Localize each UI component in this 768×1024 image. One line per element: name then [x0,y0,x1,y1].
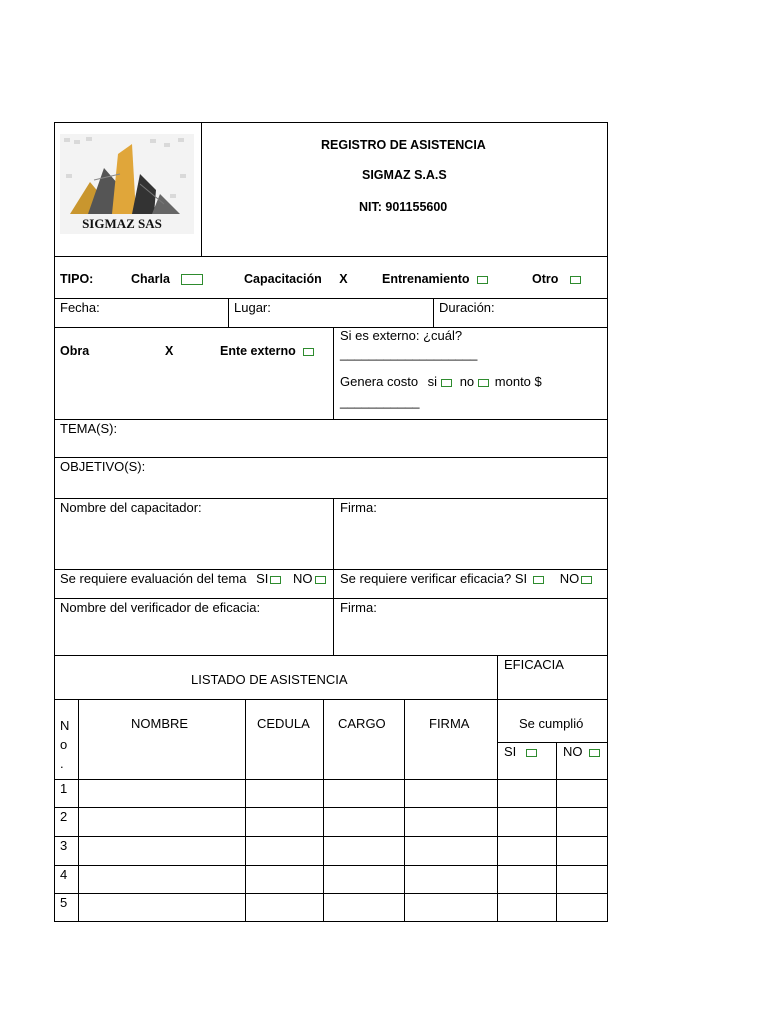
duracion-label: Duración: [439,300,495,315]
col-cargo: CARGO [338,716,386,731]
row-number: 5 [60,895,68,910]
ente-externo-label: Ente externo [220,344,296,358]
tipo-label: TIPO: [60,272,94,286]
eficacia-no-checkbox[interactable] [581,576,592,584]
tipo-charla-label: Charla [131,272,170,286]
costo-no-checkbox[interactable] [478,379,489,387]
externo-blank[interactable]: ___________________ [340,346,478,361]
temas-label: TEMA(S): [60,421,118,436]
se-cumplio-header: Se cumplió [519,716,584,731]
costo-si-label: si [427,374,438,389]
evaluacion-no-label: NO [293,571,313,586]
row-number: 3 [60,838,68,853]
eficacia-question [340,571,592,586]
row-number: 4 [60,867,68,882]
cumplio-no-label: NO [563,744,583,759]
evaluacion-label: Se requiere evaluación del tema [60,571,247,586]
listado-table [54,655,608,922]
eficacia-si-checkbox[interactable] [533,576,544,584]
logo-text: SIGMAZ SAS [82,216,162,231]
costo-si-checkbox[interactable] [441,379,452,387]
otro-checkbox[interactable] [570,276,581,284]
fecha-label: Fecha: [60,300,100,315]
verificador-label: Nombre del verificador de eficacia: [60,600,261,615]
evaluacion-si-checkbox[interactable] [270,576,281,584]
tipo-entrenamiento[interactable] [382,272,488,286]
tipo-otro-label: Otro [532,272,559,286]
row-number: 2 [60,809,68,824]
cumplio-si-label: SI [504,744,517,759]
obra-label: Obra [60,344,90,358]
lugar-label: Lugar: [234,300,271,315]
charla-checkbox[interactable] [181,274,203,285]
monto-blank[interactable]: ___________ [340,394,420,409]
tipo-entrenamiento-label: Entrenamiento [382,272,470,286]
col-nombre: NOMBRE [131,716,189,731]
costo-no-label: no [459,374,475,389]
genera-costo-label: Genera costo [340,374,419,389]
firma2-label: Firma: [340,600,377,615]
ente-externo[interactable] [220,344,314,358]
cumplio-no-checkbox[interactable] [589,749,600,757]
cumplio-no [563,744,600,759]
evaluacion-question [60,571,326,586]
capacitador-label: Nombre del capacitador: [60,500,202,515]
col-cedula: CEDULA [257,716,310,731]
cumplio-si [504,744,537,759]
evaluacion-si-label: SI [256,571,269,586]
genera-costo [340,374,542,389]
col-firma: FIRMA [429,716,470,731]
cumplio-si-checkbox[interactable] [526,749,537,757]
form-title: REGISTRO DE ASISTENCIA [321,138,486,152]
listado-title: LISTADO DE ASISTENCIA [191,672,348,687]
evaluacion-no-checkbox[interactable] [315,576,326,584]
capacitacion-mark: X [339,272,348,286]
ente-externo-checkbox[interactable] [303,348,314,356]
obra-mark: X [165,344,174,358]
monto-label: monto $ [494,374,542,389]
eficacia-no-label: NO [559,571,580,586]
firma-label: Firma: [340,500,377,515]
temas-row [54,419,608,458]
eficacia-header: EFICACIA [504,657,564,672]
row-number: 1 [60,781,68,796]
entrenamiento-checkbox[interactable] [477,276,488,284]
fecha-row [54,298,608,328]
col-no: N o . [60,718,70,771]
tipo-capacitacion-label: Capacitación [244,272,322,286]
externo-question: Si es externo: ¿cuál? [340,328,463,343]
tipo-otro[interactable] [532,272,581,286]
company-name: SIGMAZ S.A.S [362,168,447,182]
eficacia-question-label: Se requiere verificar eficacia? SI [340,571,528,586]
objetivos-label: OBJETIVO(S): [60,459,146,474]
tipo-charla[interactable] [131,272,203,286]
tipo-capacitacion[interactable] [244,272,348,286]
company-logo [60,134,194,234]
company-nit: NIT: 901155600 [359,200,448,214]
